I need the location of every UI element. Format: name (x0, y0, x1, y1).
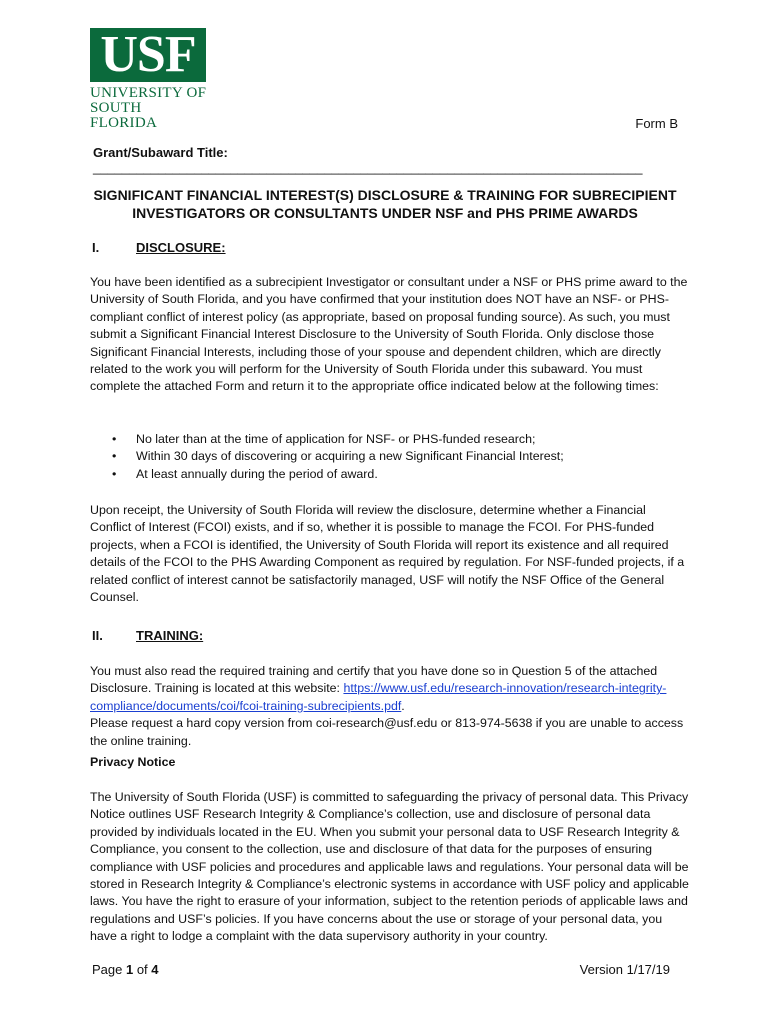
bullet-text: Within 30 days of discovering or acquiring a new Significant Financial Interest; (136, 449, 564, 464)
grant-title-blank: ____________________________________________________________________________ (93, 160, 643, 175)
list-item: • No later than at the time of application for NSF- or PHS-funded research; (112, 431, 672, 448)
page-number (92, 962, 159, 977)
review-text: Upon receipt, the University of South Florida will review the disclosure, determine whether a Financial Conflict of Interest (FCOI) exists, and if so, whether it is possible to manage the FCOI. For PHS-funded projects, when a FCOI is identified, the University of South Florida will report its existence and all required details of the FCOI to the PHS Awarding Component as required by regulation. For NSF-funded projects, if a related conflict of interest cannot be satisfactorily managed, USF will notify the NSF Office of the General Counsel. (90, 503, 685, 605)
page-current: 1 (125, 962, 134, 977)
section-training-heading (92, 628, 203, 643)
page-prefix: Page (92, 962, 126, 977)
list-item: • Within 30 days of discovering or acquiring a new Significant Financial Interest; (112, 448, 672, 465)
privacy-notice-title: Privacy Notice (90, 755, 176, 769)
training-text (90, 663, 690, 715)
privacy-text: The University of South Florida (USF) is committed to safeguarding the privacy of personal data. This Privacy Notice outlines USF Research Integrity & Compliance’s collection, use and disclosure of personal data provided by individuals located in the EU. When you submit your personal data to USF Research Integrity & Compliance, you consent to the collection, use and disclosure of that data for the purposes of ensuring compliance with USF policies and procedures and applicable laws and regulations. Your personal data will be stored in Research Integrity & Compliance’s electronic systems in accordance with USF policy and applicable laws. You have the right to erasure of your information, subject to the retention periods of applicable laws and regulations and USF’s policies. If you have concerns about the use or storage of your personal data, you have a right to lodge a complaint with the data supervisory authority in your country. (90, 790, 689, 944)
document-heading (92, 186, 678, 222)
review-paragraph (90, 502, 690, 606)
grant-title-label: Grant/Subaward Title: (93, 145, 228, 160)
training-link[interactable]: https://www.usf.edu/research-innovation/research-integrity-compliance/documents/coi/fcoi-training-subrecipients.pdf (90, 681, 667, 713)
section-number: I. (92, 240, 100, 255)
disclosure-bullets (112, 431, 672, 483)
page-of: of (133, 962, 152, 977)
usf-logo-line-2: SOUTH FLORIDA (90, 100, 158, 131)
page-total: 4 (151, 962, 159, 977)
training-paragraph (90, 663, 690, 750)
section-title: DISCLOSURE: (136, 240, 226, 255)
bullet-text: At least annually during the period of award. (136, 466, 378, 481)
disclosure-paragraph (90, 274, 690, 396)
heading-line-2: INVESTIGATORS OR CONSULTANTS UNDER NSF and PHS PRIME AWARDS (132, 205, 638, 221)
section-number: II. (92, 628, 103, 643)
hardcopy-text: Please request a hard copy version from coi-research@usf.edu or 813-974-5638 if you are unable to access the online training. (90, 716, 684, 748)
bullet-text: No later than at the time of application for NSF- or PHS-funded research; (136, 432, 536, 446)
version-label: Version 1/17/19 (579, 962, 670, 977)
heading-line-1: SIGNIFICANT FINANCIAL INTEREST(S) DISCLOSURE & TRAINING FOR SUBRECIPIENT (93, 187, 677, 203)
grant-title-field (93, 145, 770, 175)
form-label: Form B (635, 116, 678, 131)
disclosure-text: You have been identified as a subrecipient Investigator or consultant under a NSF or PHS prime award to the University of South Florida, and you have confirmed that your institution does NOT have an NSF- or PHS-compliant conflict of interest policy (as appropriate, based on proposal funding source). As such, you must submit a Significant Financial Interest Disclosure to the University of South Florida. Only disclose those Significant Financial Interests, including those of your spouse and dependent children, which are directly related to the work you will perform for the University of South Florida under this subaward. You must complete the attached Form and return it to the appropriate office indicated below at the following times: (90, 275, 688, 394)
section-title: TRAINING: (136, 628, 204, 643)
privacy-paragraph (90, 789, 690, 946)
usf-logo-mark: USF (90, 28, 206, 82)
training-text-before-link: You must also read the required training and certify that you have done so in Question 5 of the attached Disclosure. Training is located at this website: (90, 664, 658, 696)
usf-logo-line-1: UNIVERSITY OF (90, 85, 207, 101)
section-disclosure-heading (92, 240, 226, 255)
list-item: • At least annually during the period of award. (112, 466, 672, 483)
usf-logo (90, 28, 210, 131)
training-text-after-link: . (401, 698, 405, 713)
